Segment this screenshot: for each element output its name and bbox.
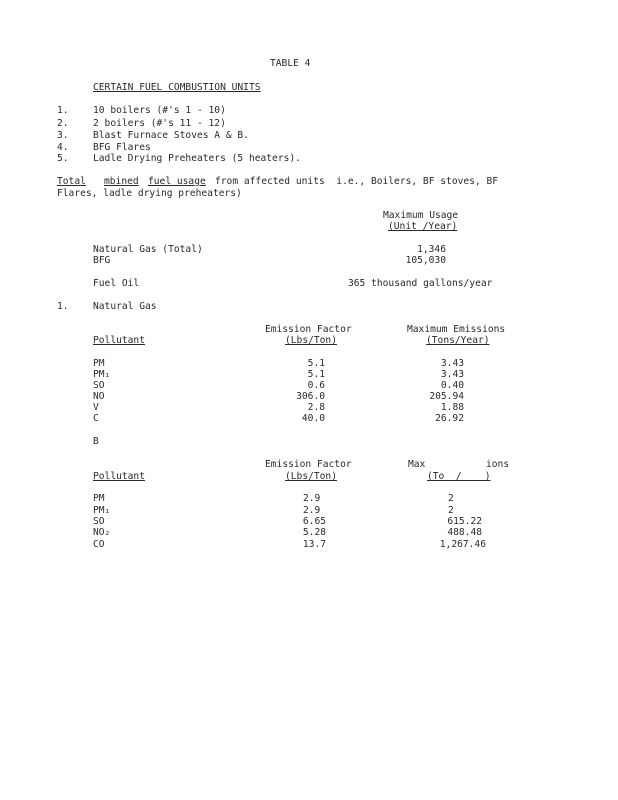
t1-row-ef: 0.6	[307, 380, 325, 391]
unit-text: Ladle Drying Preheaters (5 heaters).	[93, 153, 301, 164]
t2-row-pollutant: PM₁	[93, 505, 111, 516]
t1-row-me: 1.88	[440, 402, 464, 413]
t1-row-me: 26.92	[435, 413, 464, 424]
t2-row-pollutant: SO	[93, 516, 105, 527]
unit-text: Blast Furnace Stoves A & B.	[93, 130, 249, 141]
unit-num: 3.	[57, 130, 69, 141]
t1-me-header-2: (Tons/Year)	[426, 335, 490, 346]
t2-ef-header-1: Emission Factor	[265, 459, 352, 470]
t2-pollutant-header: Pollutant	[93, 471, 145, 482]
t2-row-me: 488.48	[447, 527, 482, 538]
t1-row-ef: 5.1	[307, 358, 325, 369]
section1-label: Natural Gas	[93, 301, 157, 312]
total-rest: from affected units i.e., Boilers, BF stoves, BF	[215, 176, 499, 187]
t1-row-ef: 2.8	[307, 402, 325, 413]
total-mid: mbined	[104, 176, 139, 187]
usage-value: 105,030	[405, 255, 446, 266]
unit-text: BFG Flares	[93, 142, 151, 153]
t2-row-ef: 2.9	[303, 505, 321, 516]
t1-ef-header-2: (Lbs/Ton)	[285, 335, 337, 346]
t1-row-ef: 5.1	[307, 369, 325, 380]
total-line2: Flares, ladle drying preheaters)	[57, 188, 242, 199]
total-fuel: fuel usage	[148, 176, 206, 187]
section2-label: B	[93, 436, 99, 447]
usage-label: Natural Gas (Total)	[93, 244, 203, 255]
t2-me-header-1a: Max	[408, 459, 426, 470]
t1-row-me: 205.94	[429, 391, 464, 402]
fuel-oil-value: 365 thousand gallons/year	[348, 278, 493, 289]
t1-row-pollutant: V	[93, 402, 99, 413]
usage-header-1: Maximum Usage	[383, 210, 459, 221]
fuel-oil-label: Fuel Oil	[93, 278, 140, 289]
t2-me-header-1b: ions	[486, 459, 510, 470]
t1-row-me: 0.40	[440, 380, 464, 391]
t1-pollutant-header: Pollutant	[93, 335, 145, 346]
t1-row-pollutant: C	[93, 413, 99, 424]
t1-row-pollutant: SO	[93, 380, 105, 391]
unit-text: 10 boilers (#'s 1 - 10)	[93, 105, 226, 116]
usage-value: 1,346	[417, 244, 446, 255]
usage-label: BFG	[93, 255, 111, 266]
t2-row-me: 2	[448, 493, 454, 504]
t2-ef-header-2: (Lbs/Ton)	[285, 471, 337, 482]
t1-row-me: 3.43	[440, 358, 464, 369]
t2-row-ef: 13.7	[302, 539, 326, 550]
unit-text: 2 boilers (#'s 11 - 12)	[93, 118, 226, 129]
t2-row-pollutant: PM	[93, 493, 105, 504]
total-label: Total	[57, 176, 86, 187]
section-heading: CERTAIN FUEL COMBUSTION UNITS	[93, 82, 261, 93]
unit-num: 5.	[57, 153, 69, 164]
t1-me-header-1: Maximum Emissions	[407, 324, 506, 335]
t2-row-ef: 6.65	[302, 516, 326, 527]
t2-row-pollutant: NO₂	[93, 527, 111, 538]
t1-row-me: 3.43	[440, 369, 464, 380]
t2-row-ef: 5.28	[302, 527, 326, 538]
usage-header-2: (Unit /Year)	[388, 221, 458, 232]
t2-me-header-2: (To / )	[427, 471, 491, 482]
t1-row-pollutant: NO	[93, 391, 105, 402]
t2-row-me: 2	[448, 505, 454, 516]
section1-num: 1.	[57, 301, 69, 312]
t1-row-ef: 40.0	[301, 413, 325, 424]
t1-row-pollutant: PM	[93, 358, 105, 369]
t1-row-pollutant: PM₁	[93, 369, 111, 380]
unit-num: 2.	[57, 118, 69, 129]
t2-row-pollutant: CO	[93, 539, 105, 550]
unit-num: 4.	[57, 142, 69, 153]
t1-row-ef: 306.0	[296, 391, 325, 402]
t2-row-ef: 2.9	[303, 493, 321, 504]
page-title: TABLE 4	[270, 58, 311, 69]
t2-row-me: 615.22	[447, 516, 482, 527]
t2-row-me: 1,267.46	[439, 539, 486, 550]
t1-ef-header-1: Emission Factor	[265, 324, 352, 335]
unit-num: 1.	[57, 105, 69, 116]
